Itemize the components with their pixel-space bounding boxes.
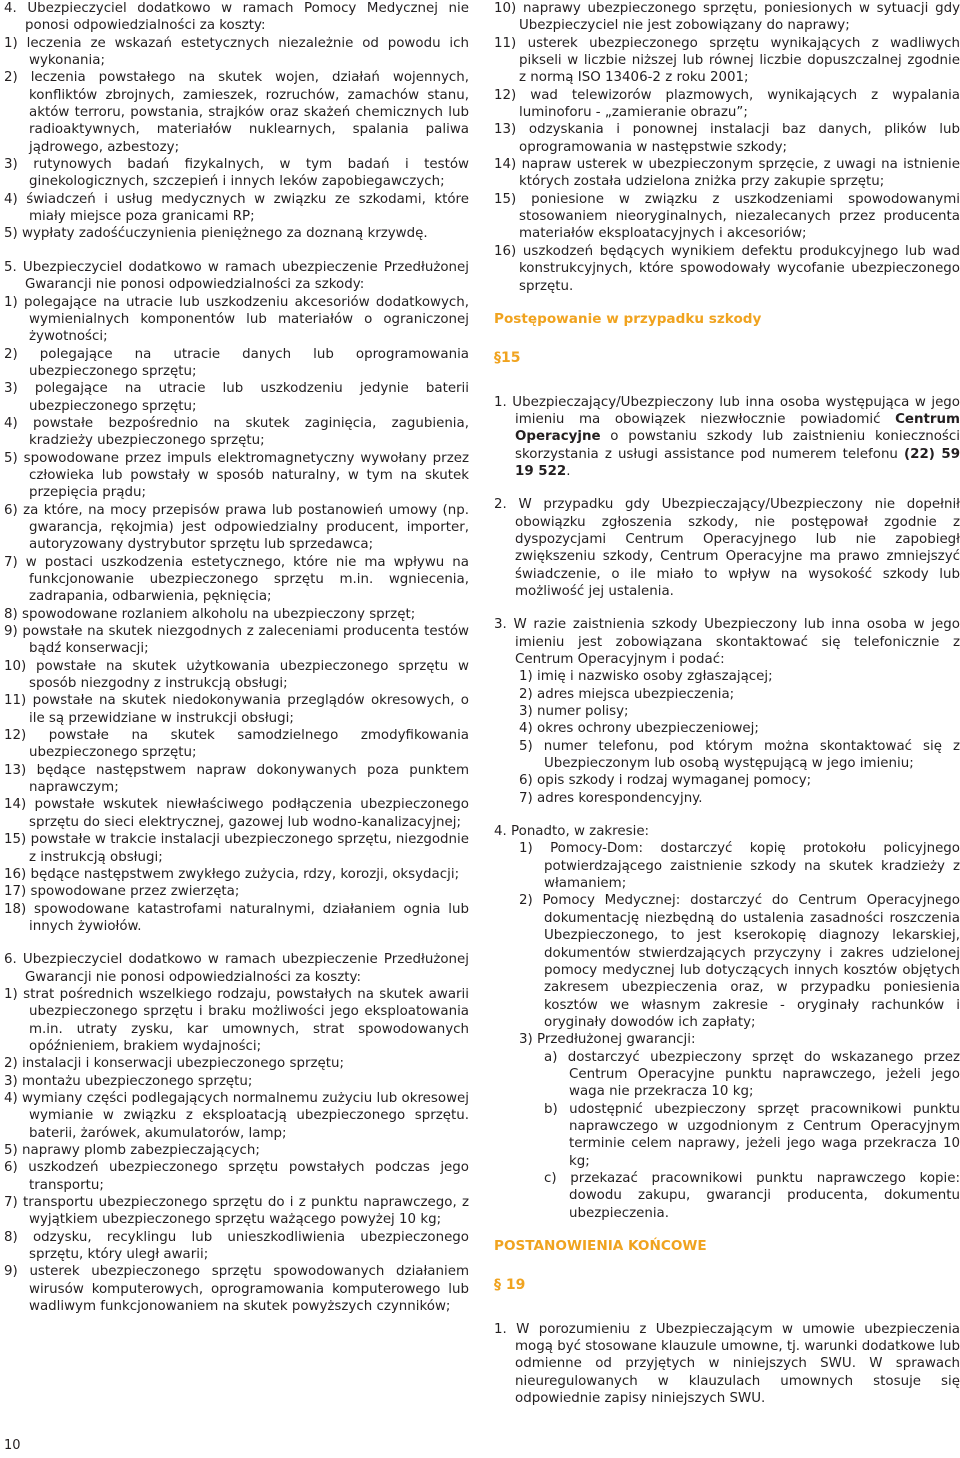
paragraph-lead: 5. Ubezpieczyciel dodatkowo w ramach ubezpieczenie Przedłużonej Gwarancji nie ponosi odpowiedzialności za szkody: bbox=[4, 259, 469, 293]
list-subitem: a) dostarczyć ubezpieczony sprzęt do wskazanego przez Centrum Operacyjne punktu naprawczego, jeżeli jego waga nie przekracza 10 kg; bbox=[544, 1049, 960, 1100]
list-item: 3) Przedłużonej gwarancji: bbox=[519, 1032, 696, 1048]
list-item: 11) powstałe na skutek niedokonywania przeglądów okresowych, o ile są przewidziane w instrukcji obsługi; bbox=[4, 693, 469, 726]
paragraph-4 bbox=[4, 0, 469, 243]
list-item: 15) powstałe w trakcie instalacji ubezpieczonego sprzętu, niezgodnie z instrukcją obsługi; bbox=[4, 832, 469, 865]
list-item: 10) powstałe na skutek użytkowania ubezpieczonego sprzętu w sposób niezgodny z instrukcją obsługi; bbox=[4, 658, 469, 692]
list-item: 3) polegające na utracie lub uszkodzeniu jedynie baterii ubezpieczonego sprzętu; bbox=[4, 381, 469, 414]
paragraph-6 bbox=[4, 951, 469, 1315]
list-item: 4) świadczeń i usług medycznych w związku ze szkodami, które miały miejsce poza granicami RP; bbox=[4, 191, 469, 225]
list-item: 5) naprawy plomb zabezpieczających; bbox=[4, 1143, 260, 1158]
list-item: 1) strat pośrednich wszelkiego rodzaju, powstałych na skutek awarii ubezpieczonego sprzętu i braku możliwości jego eksploatowania m.in. utraty zysku, kar umownych, strat spowodowanych opóźnieniem, brakiem wydajności; bbox=[4, 986, 469, 1054]
list-item: 12) powstałe na skutek samodzielnego zmodyfikowania ubezpieczonego sprzętu; bbox=[4, 728, 469, 761]
list-item: 2) adres miejsca ubezpieczenia; bbox=[519, 686, 735, 702]
phone-number: (22) 59 19 522 bbox=[515, 446, 960, 479]
list-item: 4) okres ochrony ubezpieczeniowej; bbox=[519, 721, 759, 737]
paragraph-lead: 4. Ponadto, w zakresie: bbox=[494, 824, 650, 840]
paragraph-5 bbox=[4, 259, 469, 935]
claims-procedure-heading: Postępowanie w przypadku szkody bbox=[494, 310, 762, 327]
list-item: 2) Pomocy Medycznej: dostarczyć do Centrum Operacyjnego dokumentację niezbędną do ustalenia zasadności roszczenia Ubezpieczonego, to jest kserokopię diagnozy lekarskiej, dokumentów stwierdzających przyczyny i zakres udzielonej pomocy medycznej lub dotyczących innych kosztów objętych zakresem ubezpieczenia oraz, w przypadku poniesienia kosztów we własnym zakresie - oryginały rachunków i oryginały dowodów ich zapłaty; bbox=[519, 893, 960, 1030]
paragraph-lead: 6. Ubezpieczyciel dodatkowo w ramach ubezpieczenie Przedłużonej Gwarancji nie ponosi odpowiedzialności za koszty: bbox=[4, 952, 469, 985]
list-item: 4) powstałe bezpośrednio na skutek zaginięcia, zagubienia, kradzieży ubezpieczonego sprzętu; bbox=[4, 415, 469, 449]
list-item: 5) numer telefonu, pod którym można skontaktować się z Ubezpieczonym lub osobą występującą w jego imieniu; bbox=[519, 738, 960, 772]
list-item: 3) montażu ubezpieczonego sprzętu; bbox=[4, 1073, 253, 1089]
list-item: 13) będące następstwem napraw dokonywanych poza punktem naprawczym; bbox=[4, 762, 469, 796]
list-item: 3) rutynowych badań fizykalnych, w tym badań i testów ginekologicznych, szczepień i innych leków zapobiegawczych; bbox=[4, 157, 469, 190]
list-item: 2) polegające na utracie danych lub oprogramowania ubezpieczonego sprzętu; bbox=[4, 346, 469, 379]
final-paragraph-1 bbox=[494, 1321, 960, 1408]
list-item: 6) uszkodzeń ubezpieczonego sprzętu powstałych podczas jego transportu; bbox=[4, 1160, 469, 1193]
list-subitem: b) udostępnić ubezpieczony sprzęt pracownikowi punktu naprawczego w uzgodnionym z Centrum Operacyjnym terminie celem naprawy, jeżeli jego waga przekracza 10 kg; bbox=[544, 1101, 960, 1169]
list-item: 14) powstałe wskutek niewłaściwego podłączenia ubezpieczonego sprzętu do sieci elektrycznej, gazowej lub wodno-kanalizacyjnej; bbox=[4, 797, 469, 830]
list-item: 15) poniesione w związku z uszkodzeniami spowodowanymi stosowaniem nieoryginalnych, niezalecanych przez producenta materiałów eksploatacyjnych i akcesoriów; bbox=[494, 191, 960, 242]
text-part: 1. Ubezpieczający/Ubezpieczony lub inna osoba występująca w jego imieniu ma obowiązek niezwłocznie powiadomić bbox=[494, 394, 960, 427]
list-item: 13) odzyskania i ponownej instalacji baz danych, plików lub oprogramowania w następstwie szkody; bbox=[494, 122, 960, 155]
list-item: 7) adres korespondencyjny. bbox=[519, 790, 703, 806]
list-item: 6) opis szkody i rodzaj wymaganej pomocy; bbox=[519, 773, 812, 789]
list-item: 5) spowodowane przez impuls elektromagnetyczny wywołany przez człowieka lub powstały w sposób naturalny, w tym na skutek przepięcia prądu; bbox=[4, 450, 469, 501]
list-item: 6) za które, na mocy przepisów prawa lub postanowień umowy (np. gwarancja, rękojmia) jest odpowiedzialny producent, importer, autoryzowany dystrybutor sprzętu lub sprzedawca; bbox=[4, 502, 469, 553]
claims-paragraph-3 bbox=[494, 616, 960, 807]
text-part: o powstaniu szkody lub zaistnieniu konieczności skorzystania z usługi assistance pod numerem telefonu bbox=[515, 429, 960, 462]
list-item: 1) leczenia ze wskazań estetycznych niezależnie od powodu ich wykonania; bbox=[4, 35, 469, 69]
list-item: 7) w postaci uszkodzenia estetycznego, które nie ma wpływu na funkcjonowanie ubezpieczonego sprzętu m.in. wgniecenia, zadrapania, odbarwienia, pęknięcia; bbox=[4, 554, 469, 605]
list-item: 14) napraw usterek w ubezpieczonym sprzęcie, z uwagi na istnienie których została udzielona zniżka przy zakupie sprzętu; bbox=[494, 157, 960, 190]
list-item: 4) wymiany części podlegających normalnemu zużyciu lub okresowej wymianie w związku z eksploatacją ubezpieczonego sprzętu. baterii, żarówek, akumulatorów, lamp; bbox=[4, 1090, 469, 1141]
paragraph-text: 2. W przypadku gdy Ubezpieczający/Ubezpieczony nie dopełnił obowiązku zgłoszenia szkody, nie postępował zgodnie z dyspozycjami Centrum Operacyjnego lub nie zapobiegł zwiększeniu szkody, Centrum Operacyjne ma prawo zmniejszyć świadczenie, o ile miało to wpływ na wysokość szkody lub możliwość jej ustalenia. bbox=[494, 497, 960, 599]
section-15-heading: §15 bbox=[494, 350, 521, 367]
list-item: 7) transportu ubezpieczonego sprzętu do i z punktu naprawczego, z wyjątkiem ubezpieczonego sprzętu ważącego powyżej 10 kg; bbox=[4, 1195, 469, 1228]
paragraph-lead: 3. W razie zaistnienia szkody Ubezpieczony lub inna osoba w jego imieniu jest zobowiązana skontaktować się telefonicznie z Centrum Operacyjnym i podać: bbox=[494, 617, 960, 667]
list-item: 3) numer polisy; bbox=[519, 704, 629, 720]
paragraph-text: 1. W porozumieniu z Ubezpieczającym w umowie ubezpieczenia mogą być stosowane klauzule umowne, tj. warunki dodatkowe lub odmienne od przyjętych w niniejszych SWU. W sprawach nieuregulowanych w klauzulach umownych stosuje się odpowiednie zapisy niniejszych SWU. bbox=[494, 1321, 960, 1407]
list-item: 2) leczenia powstałego na skutek wojen, działań wojennych, konfliktów zbrojnych, zamieszek, rozruchów, zamachów stanu, aktów terroru, powstania, strajków oraz skażeń chemicznych lub radioaktywnych, materiałów nuklearnych, spalania paliwa jądrowego, azbestozy; bbox=[4, 70, 469, 155]
list-subitem: c) przekazać pracownikowi punktu naprawczego kopie: dowodu zakupu, gwarancji producenta, dokumentu ubezpieczenia. bbox=[544, 1170, 960, 1221]
paragraph-lead: 4. Ubezpieczyciel dodatkowo w ramach Pomocy Medycznej nie ponosi odpowiedzialności za koszty: bbox=[4, 1, 469, 34]
claims-paragraph-1 bbox=[494, 394, 960, 481]
list-item: 17) spowodowane przez zwierzęta; bbox=[4, 884, 240, 900]
left-column bbox=[4, 0, 469, 1331]
list-item: 1) Pomocy-Dom: dostarczyć kopię protokołu policyjnego potwierdzającego zaistnienie szkody na skutek kradzieży z włamaniem; bbox=[519, 841, 960, 892]
final-provisions-heading: POSTANOWIENIA KOŃCOWE bbox=[494, 1238, 707, 1254]
list-item: 12) wad telewizorów plazmowych, wynikających z wypalania luminoforu - „zamieranie obrazu”; bbox=[494, 87, 960, 121]
list-item: 16) uszkodzeń będących wynikiem defektu produkcyjnego lub wad konstrukcyjnych, które spowodowały wycofanie ubezpieczonego sprzętu. bbox=[494, 243, 960, 294]
list-item: 8) odzysku, recyklingu lub unieszkodliwienia ubezpieczonego sprzętu, który uległ awarii; bbox=[4, 1229, 469, 1263]
list-item: 9) usterek ubezpieczonego sprzętu spowodowanych działaniem wirusów komputerowych, oprogramowania komputerowego lub wadliwym funkcjonowaniem na skutek powyższych czynników; bbox=[4, 1264, 469, 1315]
list-item: 1) imię i nazwisko osoby zgłaszającej; bbox=[519, 669, 773, 685]
list-item: 16) będące następstwem zwykłego zużycia, rdzy, korozji, oksydacji; bbox=[4, 866, 460, 882]
text-part: . bbox=[566, 463, 571, 479]
list-item: 2) instalacji i konserwacji ubezpieczonego sprzętu; bbox=[4, 1056, 344, 1072]
list-item: 11) usterek ubezpieczonego sprzętu wynikających z wadliwych pikseli w liczbie niższej lub równej liczbie dopuszczalnej zgodnie z normą ISO 13406-2 z roku 2001; bbox=[494, 35, 960, 86]
list-item: 8) spowodowane rozlaniem alkoholu na ubezpieczony sprzęt; bbox=[4, 606, 416, 622]
claims-paragraph-4 bbox=[494, 823, 960, 1222]
operations-center-name: Centrum Operacyjne bbox=[515, 411, 960, 445]
list-item: 1) polegające na utracie lub uszkodzeniu akcesoriów dodatkowych, wymienialnych komponentów lub materiałów o ograniczonej żywotności; bbox=[4, 294, 469, 345]
list-item: 9) powstałe na skutek niezgodnych z zaleceniami producenta testów bądź konserwacji; bbox=[4, 624, 469, 657]
exclusions-continued bbox=[494, 0, 960, 295]
section-19-heading: § 19 bbox=[494, 1277, 526, 1294]
paragraph-text bbox=[494, 394, 960, 481]
list-item: 18) spowodowane katastrofami naturalnymi, działaniem ognia lub innych żywiołów. bbox=[4, 901, 469, 934]
list-item: 10) naprawy ubezpieczonego sprzętu, poniesionych w sytuacji gdy Ubezpieczyciel nie jest zobowiązany do naprawy; bbox=[494, 1, 960, 34]
claims-paragraph-2 bbox=[494, 496, 960, 600]
list-item: 5) wypłaty zadośćuczynienia pieniężnego za doznaną krzywdę. bbox=[4, 226, 428, 242]
page-number: 10 bbox=[4, 1438, 21, 1453]
right-column bbox=[494, 0, 960, 1423]
